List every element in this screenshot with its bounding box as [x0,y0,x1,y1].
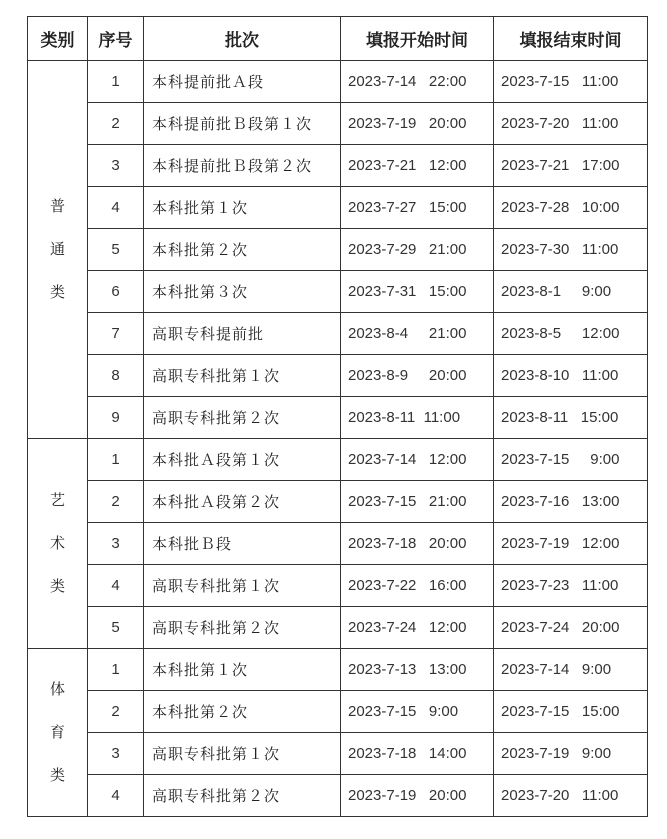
table-row [28,733,648,775]
table-row [28,565,648,607]
table-row [28,187,648,229]
start-time-cell: 2023-7-15 9:00 [341,691,494,733]
seq-cell: 5 [88,229,144,271]
batch-cell: 本科批第２次 [144,691,341,733]
category-char: 通 [49,240,65,258]
start-time-cell: 2023-7-13 13:00 [341,649,494,691]
batch-cell: 本科批第１次 [144,187,341,229]
batch-cell: 本科批第２次 [144,229,341,271]
start-time-cell: 2023-7-15 21:00 [341,481,494,523]
end-time-cell: 2023-7-16 13:00 [494,481,648,523]
table-row [28,439,648,481]
start-time-cell: 2023-8-11 11:00 [341,397,494,439]
table-row [28,229,648,271]
batch-cell: 本科批Ａ段第１次 [144,439,341,481]
table-row [28,145,648,187]
header-start-time: 填报开始时间 [341,17,494,61]
category-char: 育 [49,723,65,741]
end-time-cell: 2023-7-19 9:00 [494,733,648,775]
batch-cell: 本科提前批Ａ段 [144,61,341,103]
seq-cell: 4 [88,775,144,817]
start-time-cell: 2023-7-24 12:00 [341,607,494,649]
table-row [28,691,648,733]
start-time-cell: 2023-7-14 12:00 [341,439,494,481]
category-cell [28,61,88,439]
table-row [28,481,648,523]
batch-cell: 本科批第３次 [144,271,341,313]
batch-cell: 高职专科提前批 [144,313,341,355]
table-row [28,523,648,565]
header-seq: 序号 [88,17,144,61]
category-char: 类 [49,766,65,784]
seq-cell: 5 [88,607,144,649]
table-row [28,397,648,439]
category-char: 类 [49,283,65,301]
end-time-cell: 2023-7-21 17:00 [494,145,648,187]
start-time-cell: 2023-7-29 21:00 [341,229,494,271]
end-time-cell: 2023-8-1 9:00 [494,271,648,313]
table-row [28,103,648,145]
end-time-cell: 2023-8-5 12:00 [494,313,648,355]
end-time-cell: 2023-7-14 9:00 [494,649,648,691]
seq-cell: 1 [88,649,144,691]
category-char: 艺 [49,491,65,509]
end-time-cell: 2023-7-15 9:00 [494,439,648,481]
start-time-cell: 2023-7-19 20:00 [341,103,494,145]
end-time-cell: 2023-7-20 11:00 [494,775,648,817]
table-row [28,355,648,397]
start-time-cell: 2023-7-18 20:00 [341,523,494,565]
batch-cell: 本科提前批Ｂ段第１次 [144,103,341,145]
batch-cell: 本科批Ａ段第２次 [144,481,341,523]
start-time-cell: 2023-7-19 20:00 [341,775,494,817]
seq-cell: 7 [88,313,144,355]
table-row [28,775,648,817]
start-time-cell: 2023-7-21 12:00 [341,145,494,187]
start-time-cell: 2023-8-9 20:00 [341,355,494,397]
category-char: 术 [49,534,65,552]
seq-cell: 3 [88,145,144,187]
category-cell [28,649,88,817]
batch-cell: 本科提前批Ｂ段第２次 [144,145,341,187]
seq-cell: 3 [88,523,144,565]
end-time-cell: 2023-7-24 20:00 [494,607,648,649]
batch-cell: 本科批第１次 [144,649,341,691]
batch-cell: 高职专科批第１次 [144,355,341,397]
batch-cell: 高职专科批第２次 [144,397,341,439]
seq-cell: 1 [88,439,144,481]
header-end-time: 填报结束时间 [494,17,648,61]
category-char: 类 [49,577,65,595]
seq-cell: 1 [88,61,144,103]
batch-cell: 高职专科批第２次 [144,775,341,817]
start-time-cell: 2023-7-14 22:00 [341,61,494,103]
seq-cell: 2 [88,481,144,523]
end-time-cell: 2023-7-15 15:00 [494,691,648,733]
header-row [28,17,648,61]
end-time-cell: 2023-8-10 11:00 [494,355,648,397]
header-batch: 批次 [144,17,341,61]
seq-cell: 8 [88,355,144,397]
start-time-cell: 2023-7-31 15:00 [341,271,494,313]
end-time-cell: 2023-8-11 15:00 [494,397,648,439]
category-cell [28,439,88,649]
table-row [28,61,648,103]
table-row [28,271,648,313]
batch-cell: 高职专科批第２次 [144,607,341,649]
schedule-table [27,16,648,817]
seq-cell: 9 [88,397,144,439]
batch-cell: 高职专科批第１次 [144,733,341,775]
end-time-cell: 2023-7-20 11:00 [494,103,648,145]
seq-cell: 6 [88,271,144,313]
category-char: 普 [49,197,65,215]
start-time-cell: 2023-7-18 14:00 [341,733,494,775]
batch-cell: 高职专科批第１次 [144,565,341,607]
seq-cell: 4 [88,565,144,607]
end-time-cell: 2023-7-30 11:00 [494,229,648,271]
end-time-cell: 2023-7-23 11:00 [494,565,648,607]
table-row [28,313,648,355]
end-time-cell: 2023-7-15 11:00 [494,61,648,103]
seq-cell: 3 [88,733,144,775]
end-time-cell: 2023-7-28 10:00 [494,187,648,229]
seq-cell: 2 [88,691,144,733]
start-time-cell: 2023-8-4 21:00 [341,313,494,355]
start-time-cell: 2023-7-27 15:00 [341,187,494,229]
header-category: 类别 [28,17,88,61]
batch-cell: 本科批Ｂ段 [144,523,341,565]
start-time-cell: 2023-7-22 16:00 [341,565,494,607]
end-time-cell: 2023-7-19 12:00 [494,523,648,565]
seq-cell: 4 [88,187,144,229]
table-row [28,607,648,649]
seq-cell: 2 [88,103,144,145]
category-char: 体 [49,680,65,698]
table-row [28,649,648,691]
